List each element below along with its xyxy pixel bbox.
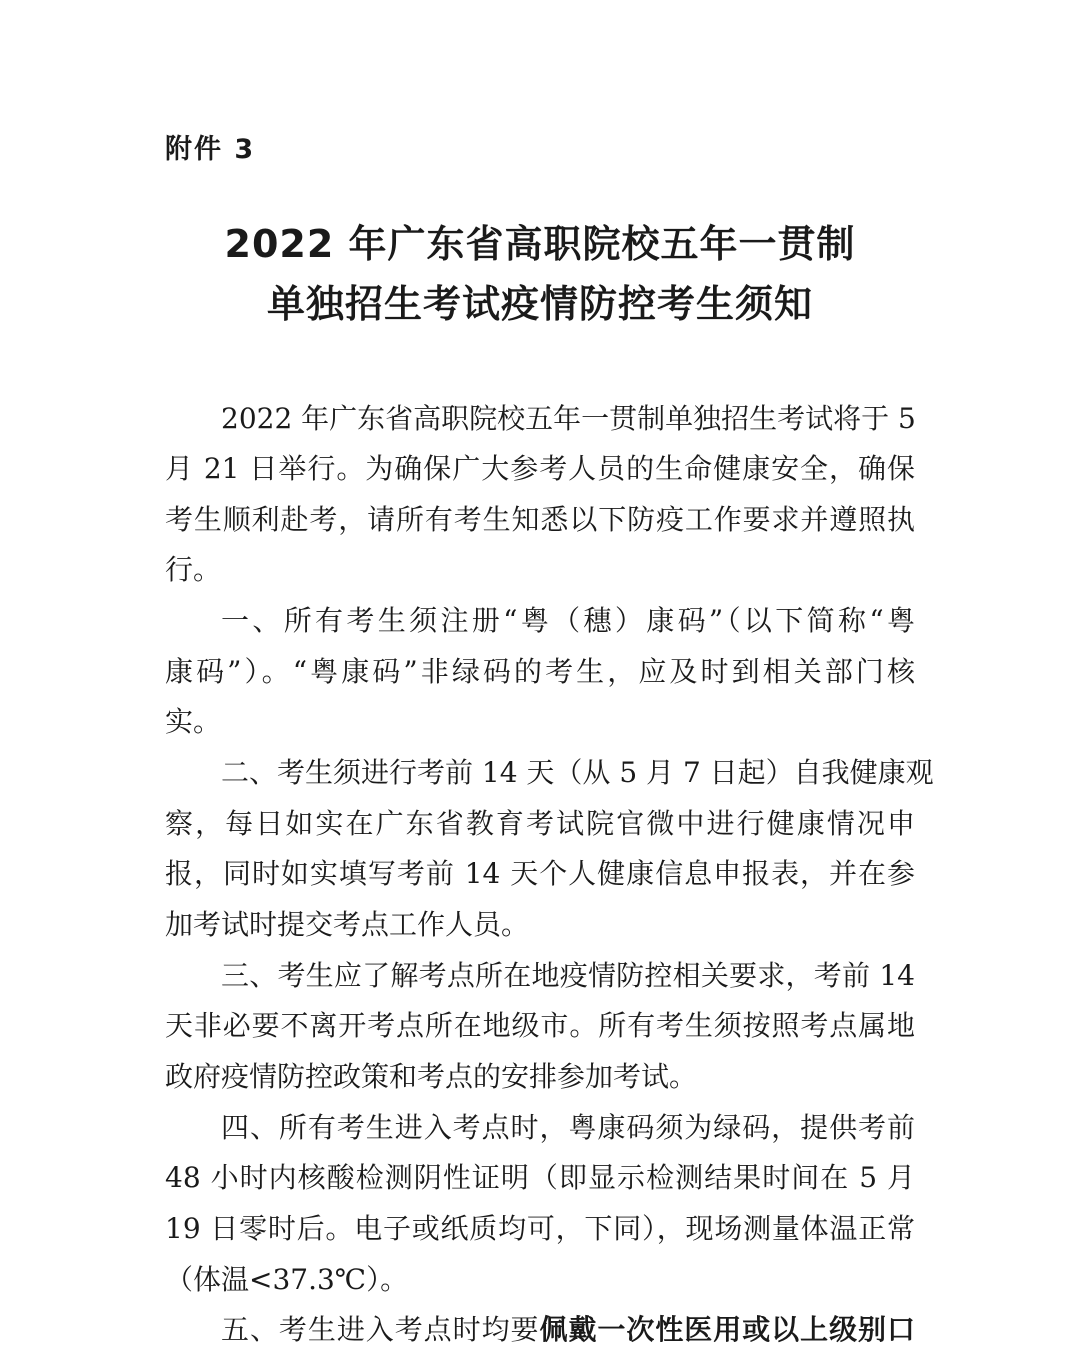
- document-title-line-2: 单独招生考试疫情防控考生须知: [266, 282, 813, 326]
- body-line-item-5: [221, 1306, 915, 1354]
- body-line: 四、所有考生进入考点时，粤康码须为绿码，提供考前: [221, 1111, 915, 1144]
- body-line: 48 小时内核酸检测阴性证明（即显示检测结果时间在 5 月: [165, 1161, 915, 1194]
- body-line: 2022 年广东省高职院校五年一贯制单独招生考试将于 5: [221, 402, 916, 435]
- attachment-label: 附件 3: [165, 134, 256, 165]
- body-line: 考生顺利赴考，请所有考生知悉以下防疫工作要求并遵照执: [165, 503, 915, 536]
- body-line: 19 日零时后。电子或纸质均可，下同），现场测量体温正常: [165, 1212, 915, 1245]
- body-line: 行。: [165, 553, 222, 586]
- body-line: 三、考生应了解考点所在地疫情防控相关要求，考前 14: [221, 959, 915, 992]
- body-line: 实。: [165, 705, 222, 738]
- body-line: 天非必要不离开考点所在地级市。所有考生须按照考点属地: [165, 1009, 915, 1042]
- body-line: 康码”）。“粤康码”非绿码的考生，应及时到相关部门核: [165, 655, 915, 688]
- document-title-line-1: 2022 年广东省高职院校五年一贯制: [224, 222, 856, 266]
- body-line: 报，同时如实填写考前 14 天个人健康信息申报表，并在参: [165, 857, 915, 890]
- body-line: 月 21 日举行。为确保广大参考人员的生命健康安全，确保: [165, 452, 915, 485]
- body-text-normal: 五、考生进入考点时均要: [221, 1313, 540, 1346]
- body-line: 加考试时提交考点工作人员。: [165, 908, 530, 941]
- body-line: 一、所有考生须注册“粤（穗）康码”（以下简称“粤: [221, 604, 915, 637]
- body-text-bold: 佩戴一次性医用或以上级别口: [539, 1313, 915, 1346]
- body-line: （体温<37.3℃）。: [165, 1263, 409, 1296]
- body-line: 二、考生须进行考前 14 天（从 5 月 7 日起）自我健康观: [221, 756, 934, 789]
- body-line: 政府疫情防控政策和考点的安排参加考试。: [165, 1060, 698, 1093]
- body-line: 察，每日如实在广东省教育考试院官微中进行健康情况申: [165, 807, 915, 840]
